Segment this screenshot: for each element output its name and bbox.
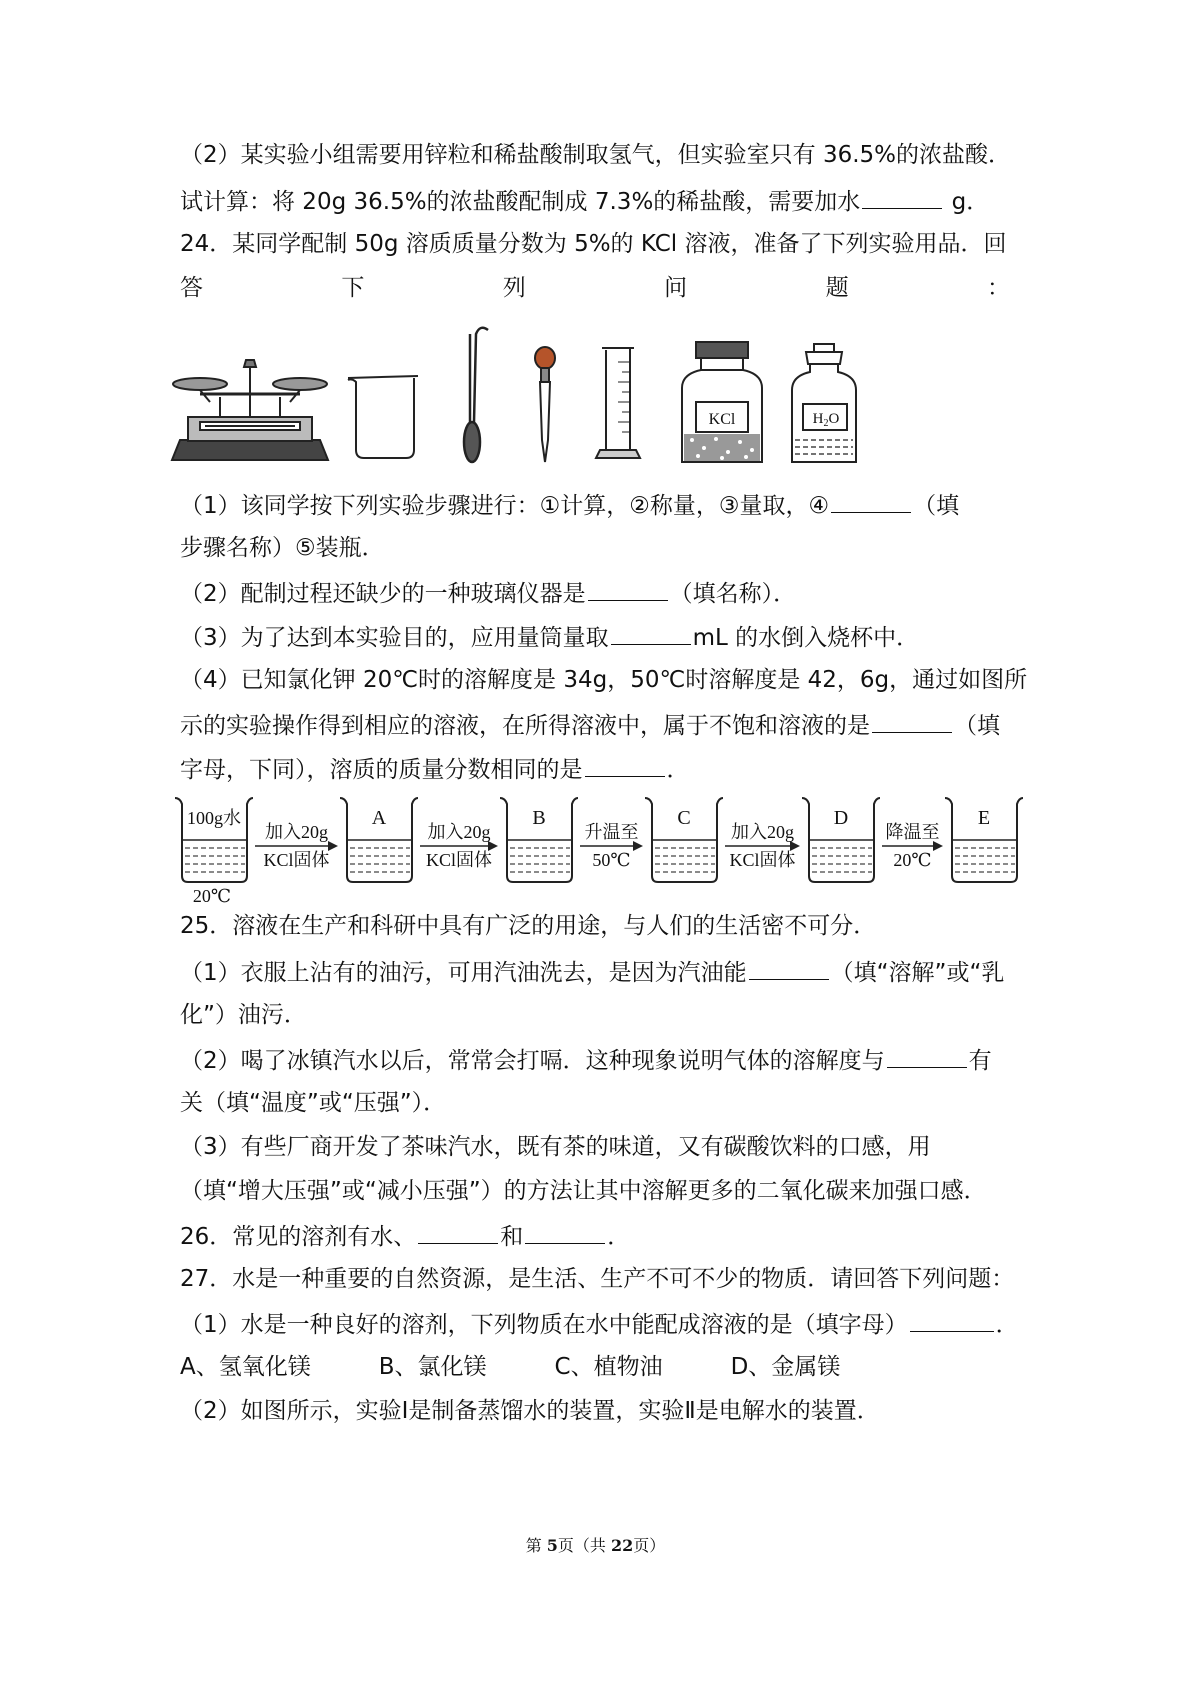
page-footer — [0, 1536, 1191, 1556]
h2o-label-h: H — [812, 411, 824, 427]
answer-blank[interactable] — [872, 708, 952, 733]
char: 列 — [502, 275, 526, 301]
footer-post: 页） — [633, 1536, 666, 1555]
dissolution-flow-diagram — [170, 790, 1030, 910]
q25-part1-line2: 化”）油污． — [180, 1002, 307, 1028]
char: 答 — [180, 275, 203, 301]
char: 题 — [825, 275, 849, 301]
q25-part3-line2: （填“增大压强”或“减小压强”）的方法让其中溶解更多的二氧化碳来加强口感． — [180, 1178, 987, 1204]
text: （2）配制过程还缺少的一种玻璃仪器是 — [180, 581, 586, 607]
q24-part4-line1: （4）已知氯化钾 20℃时的溶解度是 34g，50℃时溶解度是 42，6g，通过如图所 — [180, 667, 1028, 693]
text: （1）该同学按下列实验步骤进行：①计算，②称量，③量取，④ — [180, 493, 830, 519]
text: （1）水是一种良好的溶剂，下列物质在水中能配成溶液的是（填字母） — [180, 1312, 908, 1338]
h2o-label-o: O — [828, 411, 840, 427]
q25-part2-line1 — [180, 1043, 1010, 1077]
text: g． — [944, 189, 990, 215]
step-label-bottom: KCl固体 — [729, 850, 796, 870]
balance-scale-icon — [172, 360, 328, 460]
answer-blank[interactable] — [588, 576, 668, 601]
text: ． — [666, 757, 690, 783]
h2o-label-sub: 2 — [823, 418, 829, 429]
answer-blank[interactable] — [831, 488, 911, 513]
option-b: B、氯化镁 — [378, 1354, 487, 1380]
q24-stem-line2 — [180, 272, 1010, 304]
beaker-label: B — [532, 807, 546, 829]
beaker-label: D — [833, 807, 849, 829]
page-number: 5 — [546, 1536, 558, 1555]
text: （2）喝了冰镇汽水以后，常常会打嗝．这种现象说明气体的溶解度与 — [180, 1048, 885, 1074]
beaker-label: A — [371, 807, 387, 829]
answer-blank[interactable] — [862, 184, 942, 209]
step-label-top: 降温至 — [885, 822, 940, 842]
q27-part1 — [180, 1307, 1019, 1341]
text: mL 的水倒入烧杯中． — [692, 625, 920, 651]
answer-blank[interactable] — [749, 955, 829, 980]
q24-part1-line1 — [180, 488, 1010, 522]
water-bottle-icon — [792, 344, 856, 462]
option-a: A、氢氧化镁 — [180, 1354, 311, 1380]
answer-blank[interactable] — [525, 1219, 605, 1244]
q27-part2: （2）如图所示，实验Ⅰ是制备蒸馏水的装置，实验Ⅱ是电解水的装置． — [180, 1398, 880, 1424]
text: ． — [995, 1312, 1019, 1338]
answer-blank[interactable] — [887, 1043, 967, 1068]
step-label-bottom: 50℃ — [592, 850, 631, 870]
step-label-top: 升温至 — [584, 822, 639, 842]
page-total: 22 — [611, 1536, 634, 1555]
q24-stem-line1: 24．某同学配制 50g 溶质质量分数为 5%的 KCl 溶液，准备了下列实验用品．回 — [180, 231, 1007, 257]
q27-stem: 27．水是一种重要的自然资源，是生活、生产不可不少的物质．请回答下列问题： — [180, 1266, 1015, 1292]
beaker-label: C — [677, 807, 691, 829]
q27-options — [180, 1351, 1010, 1383]
text: ． — [607, 1224, 631, 1250]
answer-blank[interactable] — [611, 620, 691, 645]
option-c: C、植物油 — [554, 1354, 663, 1380]
q24-part4-line2 — [180, 708, 1010, 742]
text: 试计算：将 20g 36.5%的浓盐酸配制成 7.3%的稀盐酸，需要加水 — [180, 189, 861, 215]
text: （填 — [954, 713, 1000, 739]
text: （填 — [913, 493, 960, 519]
answer-blank[interactable] — [910, 1307, 994, 1332]
measuring-cylinder-icon — [596, 348, 640, 458]
step-label-bottom: KCl固体 — [425, 850, 493, 870]
q24-part3 — [180, 620, 1010, 654]
text: （填“溶解”或“乳 — [830, 960, 1005, 986]
q24-part1-line2: 步骤名称）⑤装瓶． — [180, 535, 385, 561]
kcl-reagent-bottle-icon — [682, 342, 762, 462]
spoon-icon — [464, 328, 488, 462]
q25-part2-line2: 关（填“温度”或“压强”）． — [180, 1090, 447, 1116]
answer-blank[interactable] — [585, 752, 665, 777]
step-label-top: 加入20g — [265, 822, 328, 842]
text: 和 — [500, 1224, 524, 1250]
step-arrow-head — [633, 841, 643, 851]
q25-stem: 25．溶液在生产和科研中具有广泛的用途，与人们的生活密不可分． — [180, 913, 877, 939]
footer-pre: 第 — [525, 1536, 547, 1555]
footer-mid: 页（共 — [557, 1536, 612, 1555]
option-d: D、金属镁 — [730, 1354, 841, 1380]
lab-apparatus-figure — [170, 322, 860, 472]
start-temperature: 20℃ — [192, 886, 232, 906]
q26 — [180, 1219, 1010, 1253]
step-arrow-head — [933, 841, 943, 851]
text: （1）衣服上沾有的油污，可用汽油洗去，是因为汽油能 — [180, 960, 747, 986]
q23-part2-line2 — [180, 184, 1010, 218]
answer-blank[interactable] — [418, 1219, 498, 1244]
beaker-icon — [348, 376, 418, 458]
q23-part2-line1: （2）某实验小组需要用锌粒和稀盐酸制取氢气，但实验室只有 36.5%的浓盐酸． — [180, 142, 1012, 168]
text: 有 — [968, 1048, 992, 1074]
text: （填名称）． — [669, 581, 797, 607]
char: 问 — [664, 275, 688, 301]
char: ： — [986, 275, 1010, 301]
step-label-top: 加入20g — [731, 822, 794, 842]
step-label-bottom: 20℃ — [893, 850, 932, 870]
dropper-icon — [535, 347, 555, 462]
text: 字母，下同），溶质的质量分数相同的是 — [180, 757, 583, 783]
beaker-label: E — [977, 807, 991, 829]
char: 下 — [341, 275, 365, 301]
q25-part3-line1: （3）有些厂商开发了茶味汽水，既有茶的味道，又有碳酸饮料的口感，用 — [180, 1134, 931, 1160]
text: 示的实验操作得到相应的溶液，在所得溶液中，属于不饱和溶液的是 — [180, 713, 870, 739]
start-beaker-label: 100g水 — [187, 808, 241, 828]
q24-part4-line3 — [180, 752, 1010, 786]
q24-part2 — [180, 576, 1010, 610]
kcl-label: KCl — [708, 411, 736, 428]
text: 26．常见的溶剂有水、 — [180, 1224, 417, 1250]
text: （3）为了达到本实验目的，应用量筒量取 — [180, 625, 609, 651]
step-label-top: 加入20g — [427, 822, 491, 842]
q25-part1-line1 — [180, 955, 1010, 989]
step-label-bottom: KCl固体 — [263, 850, 330, 870]
